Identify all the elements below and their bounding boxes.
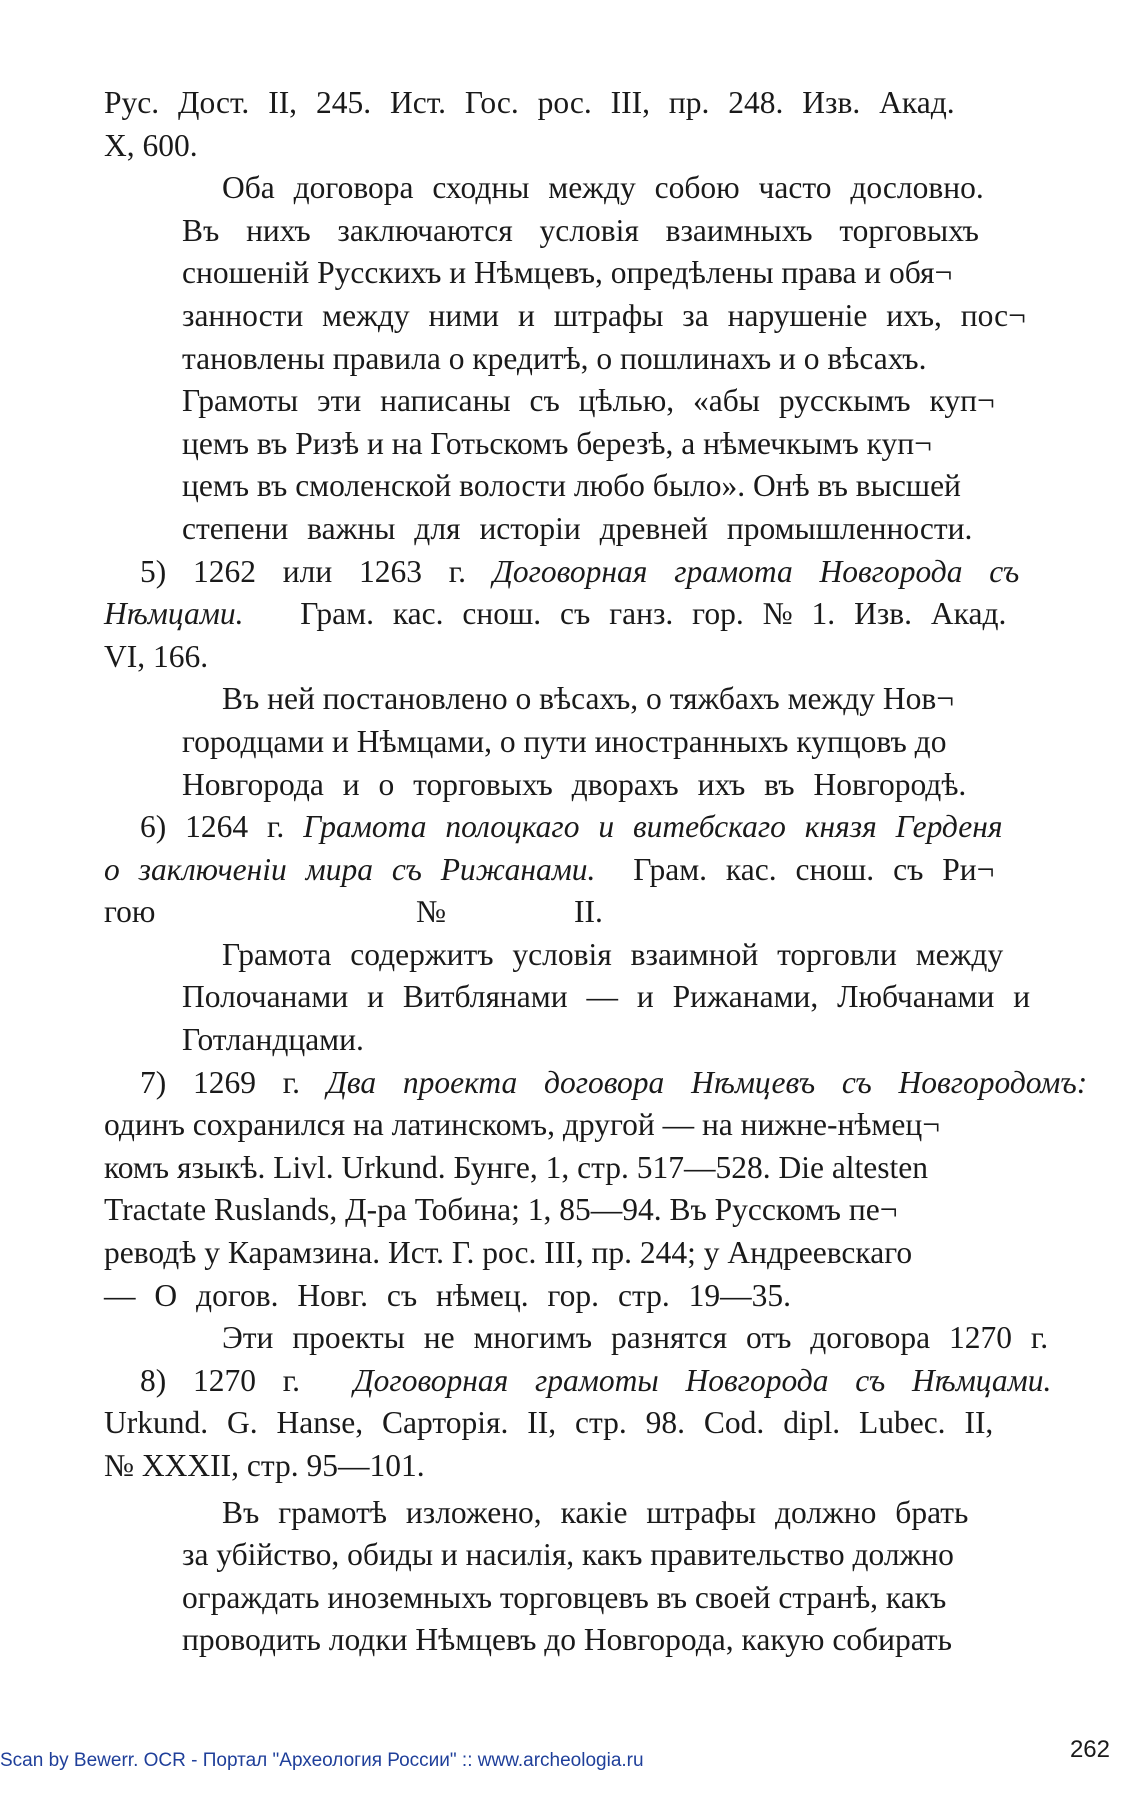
item-6-reference-continued	[104, 891, 1076, 934]
text-fragment: II.	[574, 894, 603, 930]
text-line: Грамота содержитъ условія взаимной торговли между	[222, 936, 1004, 972]
text-line: Полочанами и Витблянами — и Рижанами, Любчанами и	[182, 979, 1031, 1015]
text-line: Urkund. G. Hanse, Сарторія. II, стр. 98. Cod. dipl. Lubec. II,	[104, 1405, 994, 1441]
item-6-heading	[104, 806, 1076, 849]
text-line: за убійство, обиды и насилія, какъ правительство должно	[182, 1537, 954, 1573]
text-line: Въ грамотѣ изложено, какіе штрафы должно брать	[222, 1494, 969, 1530]
item-title: Нѣмцами.	[104, 596, 244, 632]
item-8-heading	[104, 1360, 1076, 1403]
item-title: Грамота полоцкаго и витебскаго князя Герденя	[303, 809, 1003, 845]
text-line: Tractate Ruslands, Д-ра Тобина; 1, 85—94. Въ Русскомъ пе¬	[104, 1192, 898, 1228]
text-line: — О догов. Новг. съ нѣмец. гор. стр. 19—35.	[104, 1277, 791, 1313]
text-line: VI, 166.	[104, 638, 209, 674]
scan-credit-footer: Scan by Bewerr. OCR - Портал "Археология России" :: www.archeologia.ru	[0, 1750, 644, 1771]
text-line: Въ ней постановлено о вѣсахъ, о тяжбахъ между Нов¬	[222, 681, 955, 717]
text-fragment: гою	[104, 894, 156, 930]
text-line: Грамоты эти написаны съ цѣлью, «абы русскымъ куп¬	[182, 383, 995, 419]
text-line: одинъ сохранился на латинскомъ, другой — на нижне-нѣмец¬	[104, 1107, 940, 1143]
text-line: № XXXII, стр. 95—101.	[104, 1448, 425, 1483]
text-line: X, 600.	[104, 127, 198, 163]
item-5-reference	[104, 593, 1076, 636]
text-line: городцами и Нѣмцами, о пути иностранныхъ купцовъ до	[182, 723, 947, 759]
item-number: 7) 1269 г.	[140, 1064, 301, 1100]
text-line: степени важны для исторіи древней промышленности.	[182, 510, 973, 546]
text-line: Эти проекты не многимъ разнятся отъ договора 1270 г.	[222, 1320, 1049, 1356]
item-5-heading	[104, 551, 1076, 594]
text-line: Новгорода и о торговыхъ дворахъ ихъ въ Новгородѣ.	[182, 766, 967, 802]
item-7-heading	[104, 1062, 1088, 1105]
item-number: 6) 1264 г.	[140, 809, 285, 845]
text-line: Въ нихъ заключаются условія взаимныхъ торговыхъ	[182, 212, 979, 248]
text-line: сношеній Русскихъ и Нѣмцевъ, опредѣлены права и обя¬	[182, 255, 953, 291]
item-title: Два проекта договора Нѣмцевъ съ Новгородомъ:	[326, 1064, 1088, 1100]
item-number: 8) 1270 г.	[140, 1362, 301, 1398]
text-line: проводить лодки Нѣмцевъ до Новгорода, какую собирать	[182, 1622, 952, 1658]
item-number: 5) 1262 или 1263 г.	[140, 553, 467, 589]
item-title: Договорная грамоты Новгорода съ Нѣмцами.	[353, 1362, 1052, 1398]
text-line: цемъ въ смоленской волости любо было». Онѣ въ высшей	[182, 468, 961, 504]
text-line: Оба договора сходны между собою часто дословно.	[222, 170, 984, 206]
text-line: Рус. Дост. II, 245. Ист. Гос. рос. III, пр. 248. Изв. Акад.	[104, 85, 955, 120]
document-text	[104, 82, 1088, 1662]
item-6-reference	[104, 849, 1076, 892]
text-line: ограждать иноземныхъ торговцевъ въ своей странѣ, какъ	[182, 1579, 947, 1615]
text-line: цемъ въ Ризѣ и на Готьскомъ березѣ, а нѣмечкымъ куп¬	[182, 425, 932, 461]
text-line: комъ языкѣ. Livl. Urkund. Бунге, 1, стр. 517—528. Die altesten	[104, 1149, 929, 1185]
item-title: Договорная грамота Новгорода съ	[492, 553, 1020, 589]
text-line: занности между ними и штрафы за нарушеніе ихъ, пос¬	[182, 297, 1026, 333]
item-reference: Грам. кас. снош. съ ганз. гор. № 1. Изв. Акад.	[300, 596, 1007, 632]
text-line: тановлены правила о кредитѣ, о пошлинахъ и о вѣсахъ.	[182, 340, 927, 376]
item-title: о заключеніи мира съ Рижанами.	[104, 851, 596, 887]
text-line: Готландцами.	[182, 1022, 364, 1058]
number-sign: №	[416, 894, 447, 930]
item-reference: Грам. кас. снош. съ Ри¬	[633, 851, 995, 887]
text-line: реводѣ у Карамзина. Ист. Г. рос. III, пр. 244; у Андреевскаго	[104, 1235, 913, 1271]
page-number: 262	[1069, 1736, 1110, 1763]
